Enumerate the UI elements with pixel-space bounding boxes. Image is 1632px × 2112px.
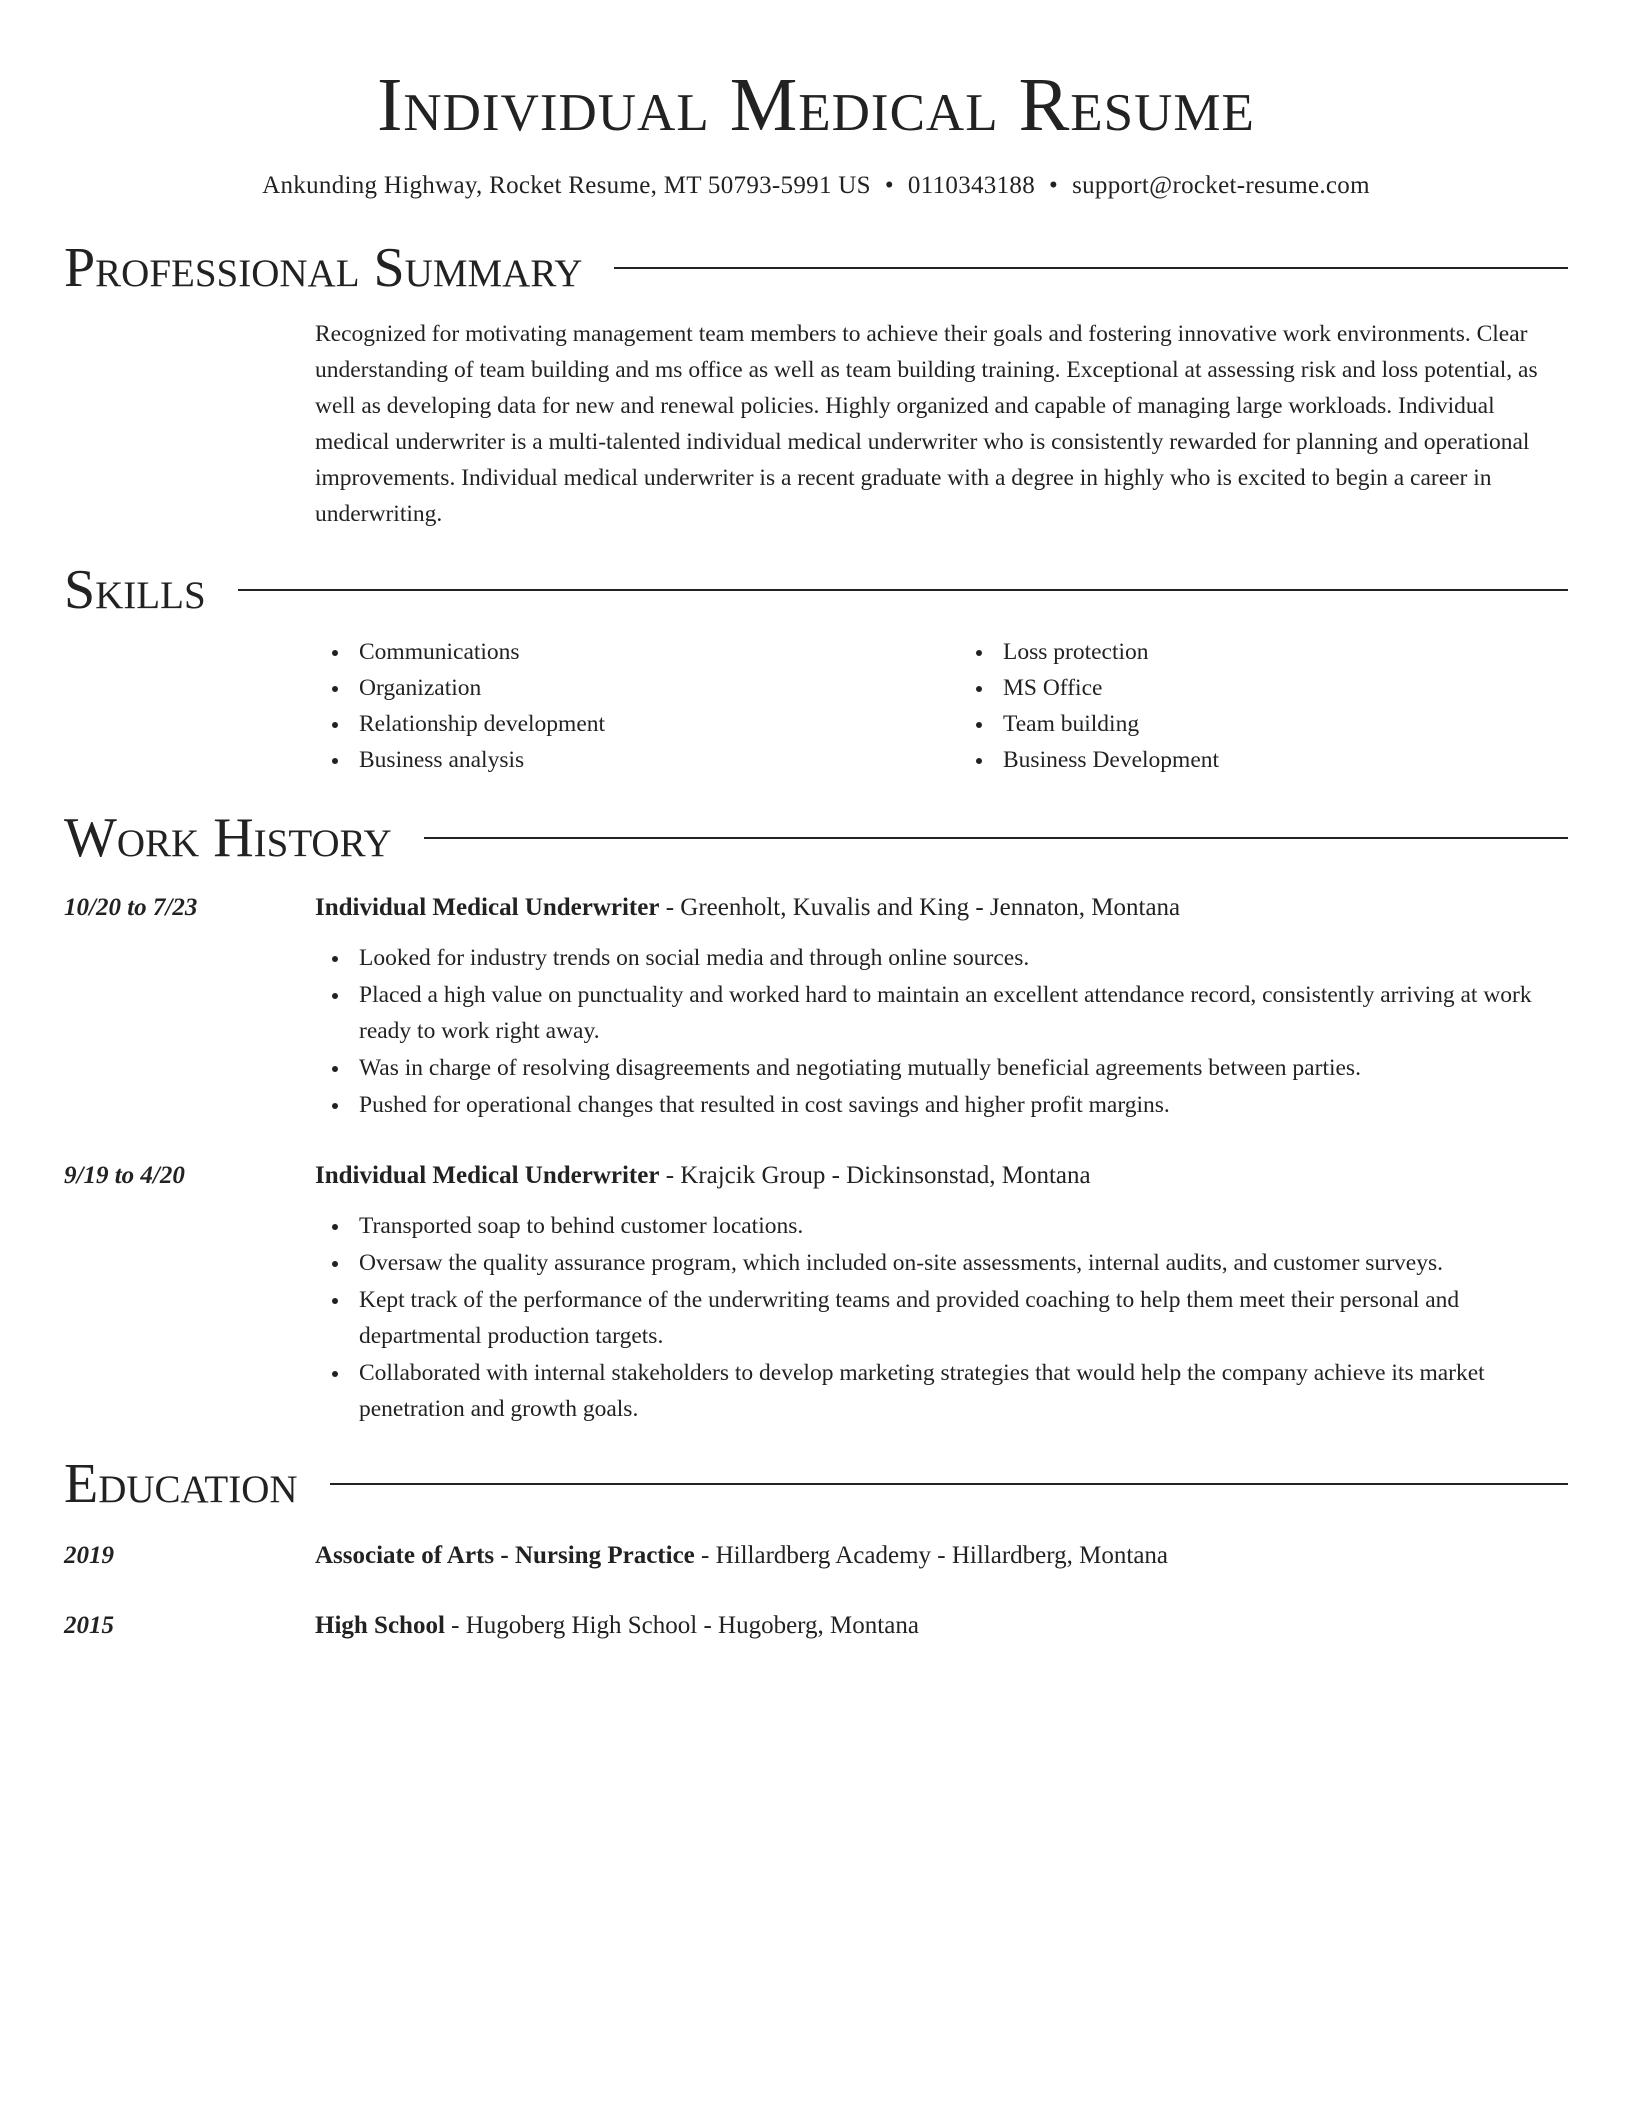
job-company: - Greenholt, Kuvalis and King - Jennaton, Montana [659,894,1181,921]
skills-section-header [64,558,1568,622]
job-entry [64,1158,1568,1428]
summary-section-header [64,236,1568,300]
section-divider [424,837,1568,839]
job-bullet: Collaborated with internal stakeholders to develop marketing strategies that would help the company achieve its market penetration and growth goals. [359,1355,1568,1427]
section-divider [330,1483,1568,1485]
education-school: - Hugoberg High School - Hugoberg, Montana [444,1612,919,1639]
job-title: Individual Medical Underwriter [315,894,660,921]
skill-item: Team building [1003,706,1563,742]
section-divider [614,267,1568,269]
education-entry [64,1608,1568,1644]
skill-item: Business Development [1003,742,1563,778]
job-title-line [315,1158,1568,1194]
contact-address: Ankunding Highway, Rocket Resume, MT 50793-5991 US [262,172,871,199]
skill-item: Loss protection [1003,634,1563,670]
job-company: - Krajcik Group - Dickinsonstad, Montana [659,1162,1091,1189]
work-section-header [64,806,1568,870]
skills-heading: Skills [64,559,206,621]
work-heading: Work History [64,807,392,869]
job-bullet: Oversaw the quality assurance program, which included on-site assessments, internal audits, and customer surveys. [359,1245,1568,1281]
skills-column-1 [315,634,975,778]
education-section-header [64,1452,1568,1516]
job-bullet: Looked for industry trends on social media and through online sources. [359,940,1568,976]
summary-text: Recognized for motivating management team members to achieve their goals and fostering innovative work environments. Clear understanding of team building and ms office as well as team building training. Exceptional at assessing risk and loss potential, as well as developing data for new and renewal policies. Highly organized and capable of managing large workloads. Individual medical underwriter is a multi-talented individual medical underwriter who is consistently rewarded for planning and operational improvements. Individual medical underwriter is a recent graduate with a degree in highly who is excited to begin a career in underwriting. [315,321,1538,527]
resume-title: Individual Medical Resume [377,63,1255,147]
job-entry [64,890,1568,1124]
education-heading: Education [64,1453,298,1515]
section-divider [238,589,1568,591]
contact-phone: 0110343188 [907,172,1035,199]
job-bullet: Transported soap to behind customer locations. [359,1208,1568,1244]
education-entry [64,1538,1568,1574]
contact-separator: • [884,172,894,199]
job-bullet: Kept track of the performance of the underwriting teams and provided coaching to help them meet their personal and departmental production targets. [359,1282,1568,1354]
resume-page [64,0,1568,1644]
skills-row [64,622,1568,778]
job-dates: 10/20 to 7/23 [64,894,198,921]
contact-line [64,170,1568,202]
skill-item: Relationship development [359,706,975,742]
education-degree: Associate of Arts - Nursing Practice [315,1542,695,1569]
summary-heading: Professional Summary [64,237,583,299]
job-title-line [315,890,1568,926]
contact-email: support@rocket-resume.com [1072,172,1370,199]
job-bullet: Placed a high value on punctuality and worked hard to maintain an excellent attendance record, consistently arriving at work ready to work right away. [359,977,1568,1049]
skill-item: Organization [359,670,975,706]
contact-separator: • [1049,172,1059,199]
skills-grid [315,634,1563,778]
education-year: 2015 [64,1612,114,1639]
skill-item: Business analysis [359,742,975,778]
skills-column-2 [975,634,1563,778]
job-bullets [315,940,1568,1123]
skill-item: Communications [359,634,975,670]
education-year: 2019 [64,1542,114,1569]
job-bullet: Pushed for operational changes that resulted in cost savings and higher profit margins. [359,1087,1568,1123]
education-school: - Hillardberg Academy - Hillardberg, Montana [694,1542,1169,1569]
skill-item: MS Office [1003,670,1563,706]
education-degree: High School [315,1612,445,1639]
job-bullet: Was in charge of resolving disagreements and negotiating mutually beneficial agreements between parties. [359,1050,1568,1086]
summary-row [64,316,1568,532]
job-dates: 9/19 to 4/20 [64,1162,185,1189]
job-bullets [315,1208,1568,1427]
job-title: Individual Medical Underwriter [315,1162,660,1189]
